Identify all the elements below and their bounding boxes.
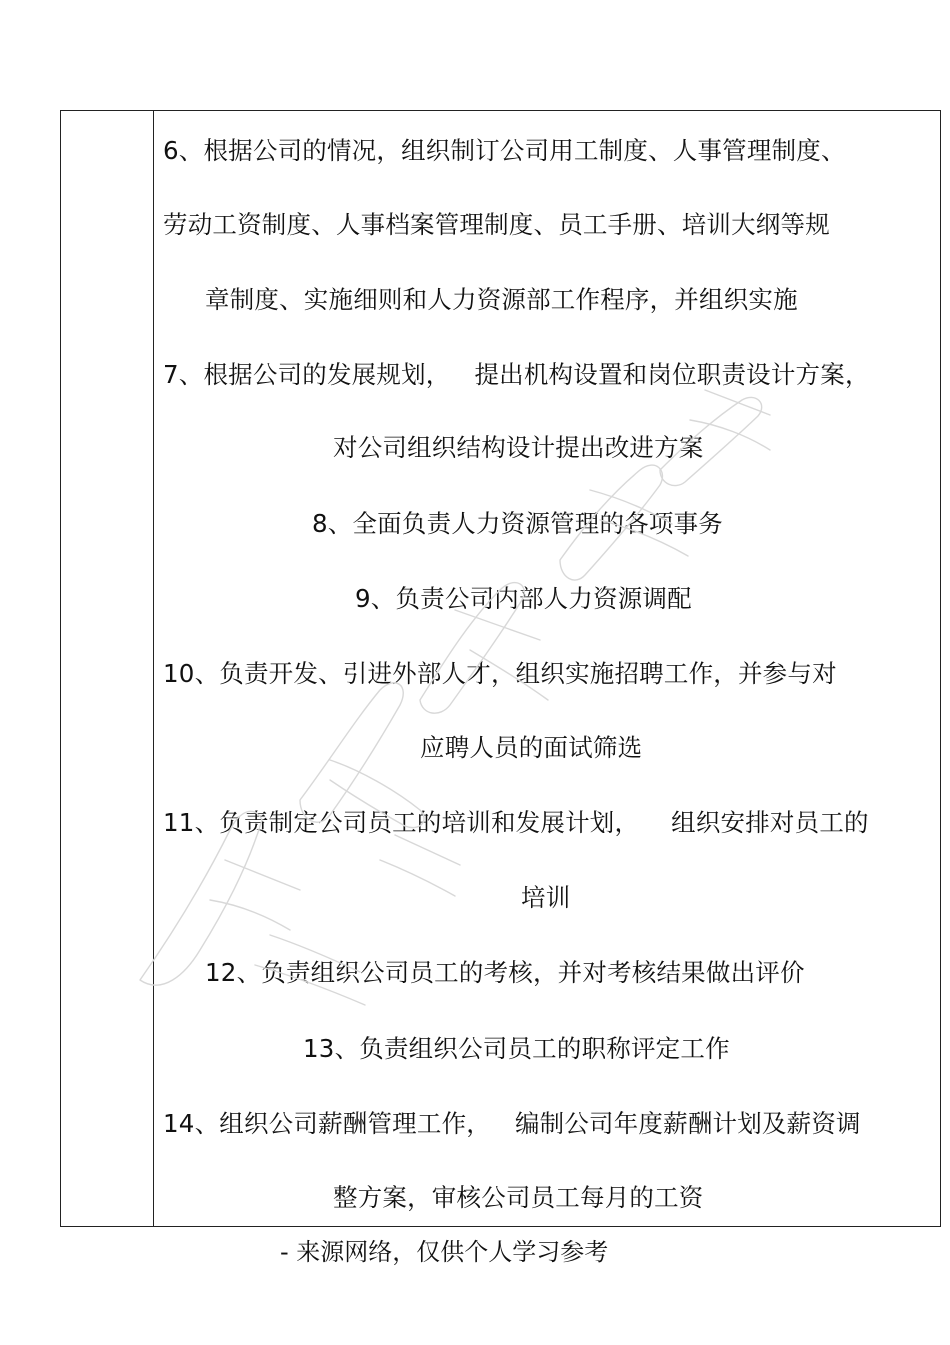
duty-line-6b: 劳动工资制度、人事档案管理制度、员工手册、培训大纲等规 bbox=[163, 210, 830, 239]
source-footer: - 来源网络，仅供个人学习参考 bbox=[280, 1238, 609, 1266]
duty-line-6a: 6、根据公司的情况，组织制订公司用工制度、人事管理制度、 bbox=[163, 136, 846, 165]
duty-line-10b: 应聘人员的面试筛选 bbox=[420, 733, 643, 762]
duty-line-11a: 11、负责制定公司员工的培训和发展计划， 组织安排对员工的 bbox=[163, 808, 869, 837]
duty-line-14a: 14、组织公司薪酬管理工作， 编制公司年度薪酬计划及薪资调 bbox=[163, 1109, 861, 1138]
duty-line-7a: 7、根据公司的发展规划， 提出机构设置和岗位职责设计方案， bbox=[163, 360, 870, 389]
duty-line-7b: 对公司组织结构设计提出改进方案 bbox=[333, 433, 704, 462]
duty-line-12: 12、负责组织公司员工的考核，并对考核结果做出评价 bbox=[205, 958, 805, 987]
duty-line-8: 8、全面负责人力资源管理的各项事务 bbox=[312, 509, 723, 538]
duty-line-13: 13、负责组织公司员工的职称评定工作 bbox=[303, 1034, 730, 1063]
duty-line-6c: 章制度、实施细则和人力资源部工作程序，并组织实施 bbox=[205, 285, 798, 314]
duty-line-10a: 10、负责开发、引进外部人才，组织实施招聘工作，并参与对 bbox=[163, 659, 837, 688]
duty-line-9: 9、负责公司内部人力资源调配 bbox=[355, 584, 692, 613]
duty-line-11b: 培训 bbox=[521, 883, 571, 912]
duty-line-14b: 整方案，审核公司员工每月的工资 bbox=[333, 1183, 704, 1212]
table-left-column bbox=[61, 111, 154, 1226]
